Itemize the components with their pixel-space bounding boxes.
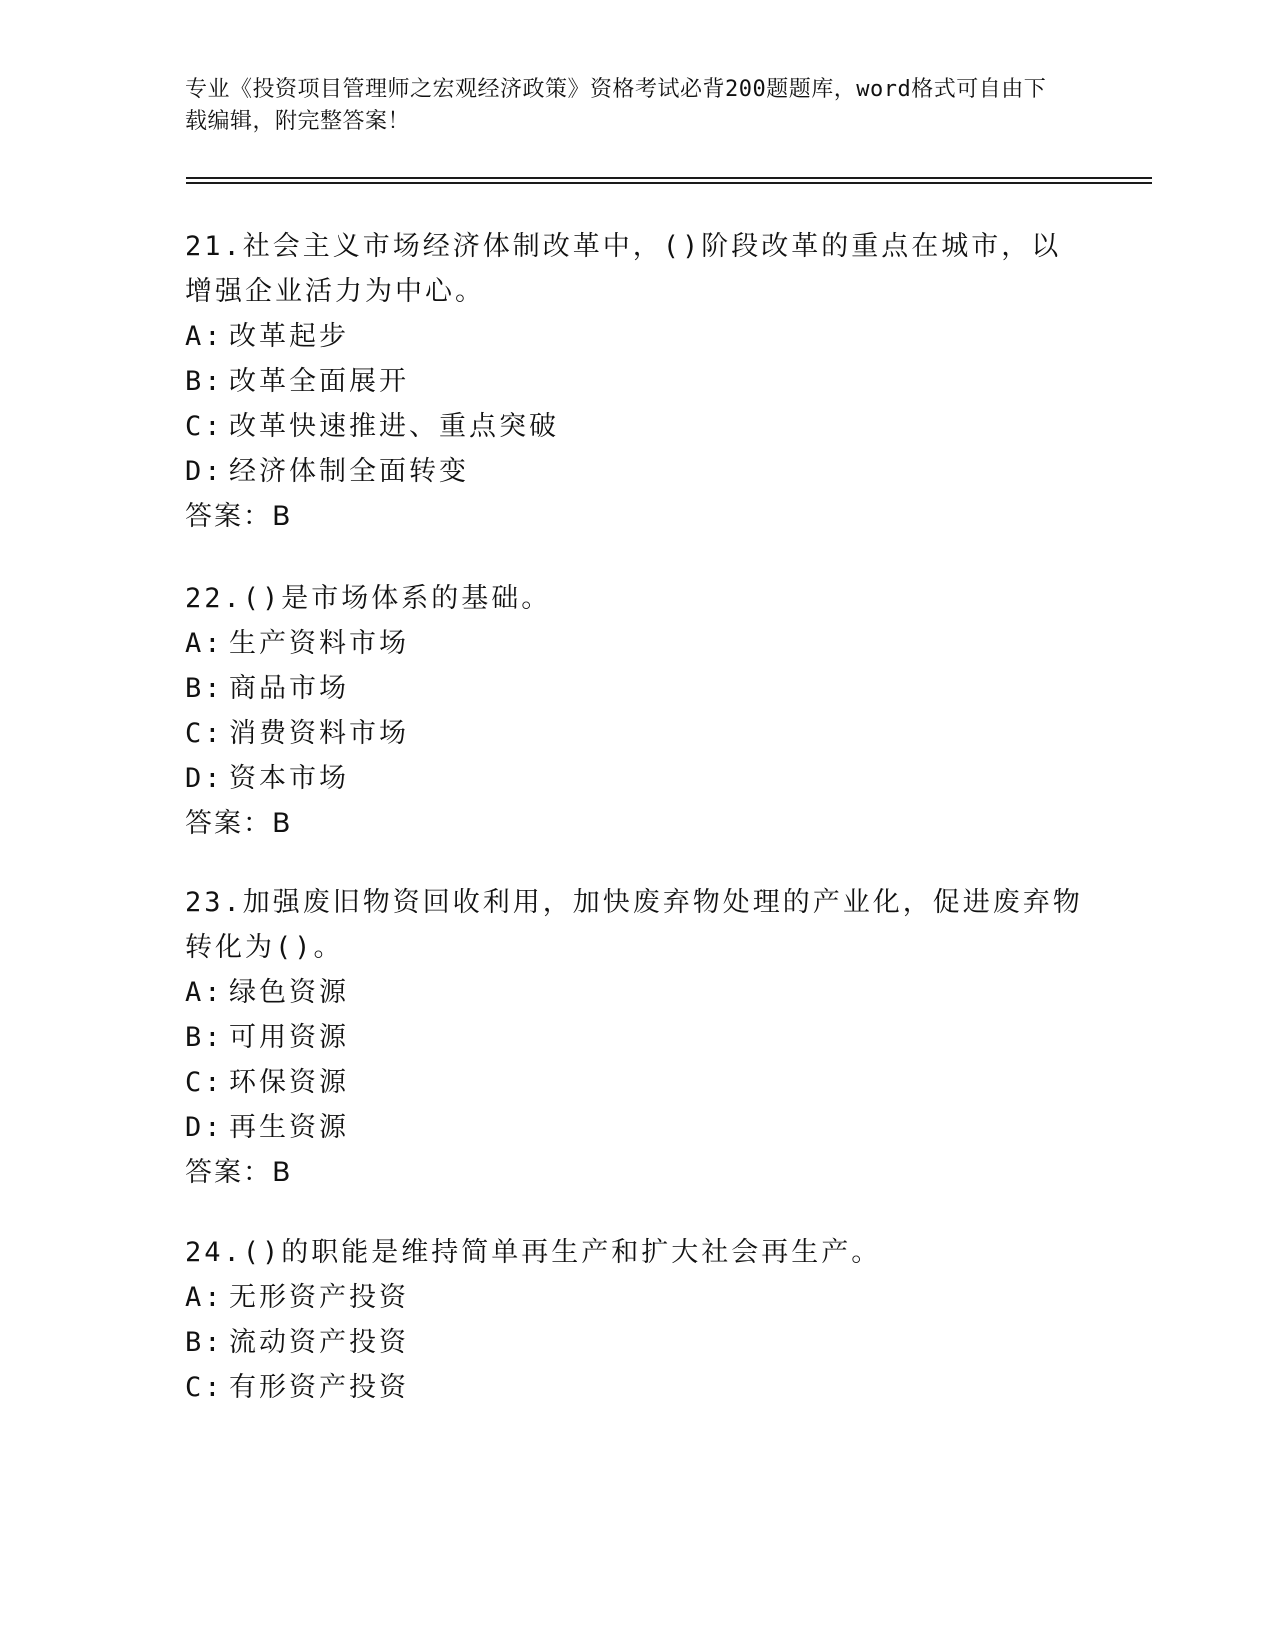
question-24 bbox=[185, 1230, 1085, 1410]
option-a bbox=[185, 621, 1085, 666]
option-text: 消费资料市场 bbox=[229, 718, 409, 749]
question-23 bbox=[185, 880, 1085, 1195]
option-c bbox=[185, 1365, 1085, 1410]
option-key: B: bbox=[185, 366, 224, 397]
header-divider-bottom bbox=[186, 182, 1152, 184]
option-text: 有形资产投资 bbox=[229, 1372, 409, 1403]
option-b bbox=[185, 1320, 1085, 1365]
option-text: 流动资产投资 bbox=[229, 1327, 409, 1358]
option-text: 改革全面展开 bbox=[229, 366, 409, 397]
option-text: 环保资源 bbox=[229, 1067, 349, 1098]
answer-label: 答案：B bbox=[185, 501, 293, 532]
question-stem: 21.社会主义市场经济体制改革中，()阶段改革的重点在城市，以增强企业活力为中心。 bbox=[185, 231, 1062, 307]
option-text: 无形资产投资 bbox=[229, 1282, 409, 1313]
answer-label: 答案：B bbox=[185, 1157, 293, 1188]
option-text: 生产资料市场 bbox=[229, 628, 409, 659]
option-key: B: bbox=[185, 1022, 224, 1053]
option-a bbox=[185, 314, 1085, 359]
option-text: 经济体制全面转变 bbox=[229, 456, 469, 487]
option-a bbox=[185, 1275, 1085, 1320]
option-text: 资本市场 bbox=[229, 763, 349, 794]
option-key: D: bbox=[185, 1112, 224, 1143]
option-key: D: bbox=[185, 763, 224, 794]
header-divider-top bbox=[186, 177, 1152, 179]
option-text: 改革快速推进、重点突破 bbox=[229, 411, 559, 442]
option-key: A: bbox=[185, 1282, 224, 1313]
option-key: B: bbox=[185, 673, 224, 704]
option-b bbox=[185, 666, 1085, 711]
option-d bbox=[185, 756, 1085, 801]
option-key: A: bbox=[185, 977, 224, 1008]
answer-label: 答案：B bbox=[185, 808, 293, 839]
option-key: A: bbox=[185, 321, 224, 352]
option-b bbox=[185, 1015, 1085, 1060]
question-21 bbox=[185, 224, 1085, 539]
option-key: C: bbox=[185, 411, 224, 442]
question-stem: 24.()的职能是维持简单再生产和扩大社会再生产。 bbox=[185, 1237, 882, 1268]
option-key: C: bbox=[185, 1067, 224, 1098]
option-key: D: bbox=[185, 456, 224, 487]
option-b bbox=[185, 359, 1085, 404]
option-c bbox=[185, 711, 1085, 756]
option-text: 再生资源 bbox=[229, 1112, 349, 1143]
option-d bbox=[185, 1105, 1085, 1150]
option-key: B: bbox=[185, 1327, 224, 1358]
question-22 bbox=[185, 576, 1085, 846]
option-key: A: bbox=[185, 628, 224, 659]
option-d bbox=[185, 449, 1085, 494]
question-stem: 22.()是市场体系的基础。 bbox=[185, 583, 552, 614]
option-text: 商品市场 bbox=[229, 673, 349, 704]
option-c bbox=[185, 1060, 1085, 1105]
option-a bbox=[185, 970, 1085, 1015]
option-text: 绿色资源 bbox=[229, 977, 349, 1008]
document-header: 专业《投资项目管理师之宏观经济政策》资格考试必背200题题库，word格式可自由下载编辑，附完整答案！ bbox=[185, 77, 1047, 134]
option-text: 改革起步 bbox=[229, 321, 349, 352]
option-text: 可用资源 bbox=[229, 1022, 349, 1053]
option-c bbox=[185, 404, 1085, 449]
option-key: C: bbox=[185, 718, 224, 749]
question-stem: 23.加强废旧物资回收利用，加快废弃物处理的产业化，促进废弃物转化为()。 bbox=[185, 887, 1083, 963]
option-key: C: bbox=[185, 1372, 224, 1403]
